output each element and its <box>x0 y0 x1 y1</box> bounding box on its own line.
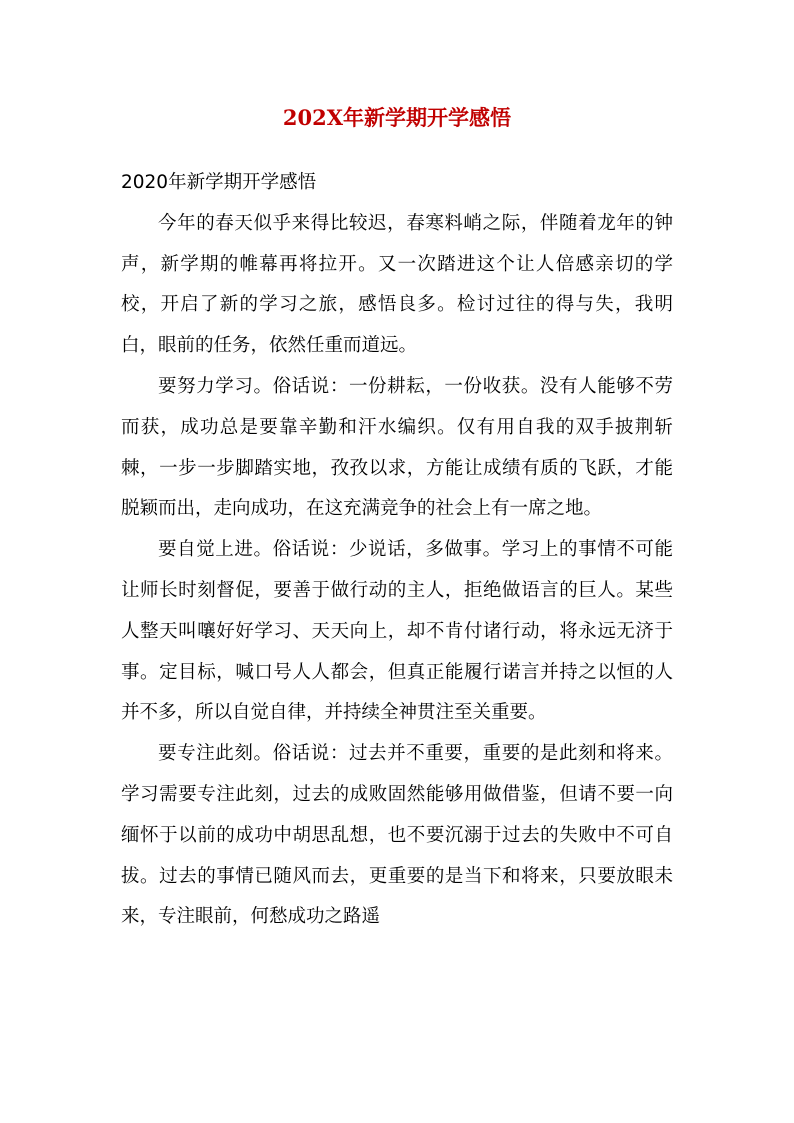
paragraph-intro: 今年的春天似乎来得比较迟，春寒料峭之际，伴随着龙年的钟声，新学期的帷幕再将拉开。又一次踏进这个让人倍感亲切的学校，开启了新的学习之旅，感悟良多。检讨过往的得与失，我明白，眼前的任务，依然任重而道远。 <box>121 212 673 357</box>
paragraph-self-motivation: 要自觉上进。俗话说：少说话，多做事。学习上的事情不可能让师长时刻督促，要善于做行动的主人，拒绝做语言的巨人。某些人整天叫嚷好好学习、天天向上，却不肯付诸行动，将永远无济于事。定目标，喊口号人人都会，但真正能履行诺言并持之以恒的人并不多，所以自觉自律，并持续全神贯注至关重要。 <box>121 539 673 724</box>
document-body <box>121 163 673 938</box>
document-title: 202X年新学期开学感悟 <box>282 105 512 130</box>
paragraph-study-hard: 要努力学习。俗话说：一份耕耘，一份收获。没有人能够不劳而获，成功总是要靠辛勤和汗水编织。仅有用自我的双手披荆斩棘，一步一步脚踏实地，孜孜以求，方能让成绩有质的飞跃，才能脱颖而出，走向成功，在这充满竞争的社会上有一席之地。 <box>121 375 673 520</box>
paragraph-focus-present: 要专注此刻。俗话说：过去并不重要，重要的是此刻和将来。学习需要专注此刻，过去的成败固然能够用做借鉴，但请不要一向缅怀于以前的成功中胡思乱想，也不要沉溺于过去的失败中不可自拔。过去的事情已随风而去，更重要的是当下和将来，只要放眼未来，专注眼前，何愁成功之路遥 <box>121 743 673 928</box>
document-subtitle: 2020年新学期开学感悟 <box>121 172 317 193</box>
